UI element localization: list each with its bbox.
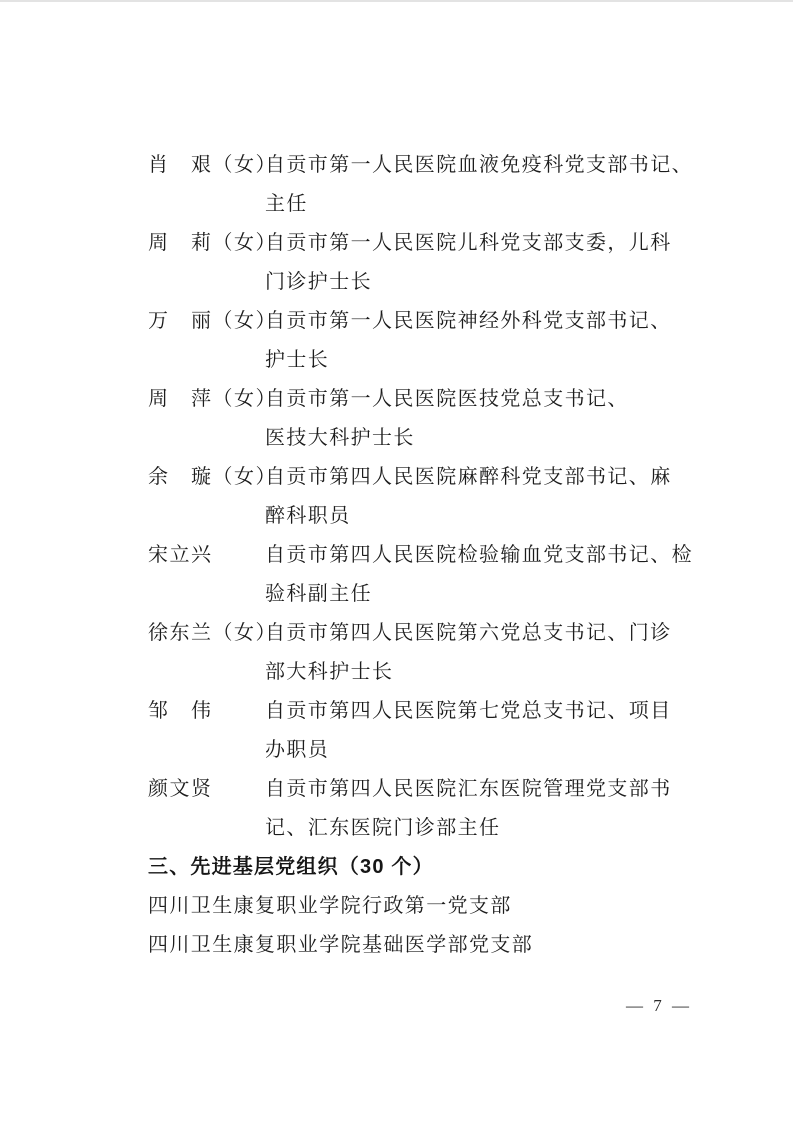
awardee-name: 宋立兴 xyxy=(148,544,213,566)
awardee-entry xyxy=(148,146,708,224)
position-line: 自贡市第一人民医院血液免疫科党支部书记、 xyxy=(265,154,693,176)
scan-edge-line xyxy=(0,0,793,2)
awardee-position xyxy=(265,302,708,380)
awardee-entry xyxy=(148,536,708,614)
org-list-item: 四川卫生康复职业学院基础医学部党支部 xyxy=(148,934,534,956)
position-line: 自贡市第四人民医院麻醉科党支部书记、麻 xyxy=(265,466,672,488)
awardee-position xyxy=(265,614,708,692)
awardee-name: 万 丽（女） xyxy=(148,310,277,332)
position-line: 自贡市第四人民医院检验输血党支部书记、检 xyxy=(265,544,693,566)
position-line: 自贡市第四人民医院汇东医院管理党支部书 xyxy=(265,778,672,800)
awardee-position xyxy=(265,380,708,458)
position-line: 自贡市第四人民医院第七党总支书记、项目 xyxy=(265,700,672,722)
document-body xyxy=(148,146,708,965)
position-line: 验科副主任 xyxy=(265,583,372,605)
awardee-entry xyxy=(148,380,708,458)
position-line: 自贡市第一人民医院医技党总支书记、 xyxy=(265,388,629,410)
awardee-name: 周 莉（女） xyxy=(148,232,277,254)
position-line: 自贡市第一人民医院儿科党支部支委，儿科 xyxy=(265,232,672,254)
awardee-entry xyxy=(148,224,708,302)
awardee-name: 肖 艰（女） xyxy=(148,154,277,176)
position-line: 门诊护士长 xyxy=(265,271,372,293)
section-heading: 三、先进基层党组织（30 个） xyxy=(148,856,434,878)
awardee-position xyxy=(265,536,708,614)
position-line: 自贡市第一人民医院神经外科党支部书记、 xyxy=(265,310,672,332)
page-number: — 7 — xyxy=(626,996,692,1015)
awardee-name: 周 萍（女） xyxy=(148,388,277,410)
awardee-position xyxy=(265,146,708,224)
awardee-position xyxy=(265,458,708,536)
position-line: 医技大科护士长 xyxy=(265,427,415,449)
awardee-position xyxy=(265,770,708,848)
position-line: 主任 xyxy=(265,193,308,215)
awardee-name: 邹 伟 xyxy=(148,700,213,722)
position-line: 记、汇东医院门诊部主任 xyxy=(265,817,501,839)
awardee-entry xyxy=(148,692,708,770)
awardee-position xyxy=(265,692,708,770)
awardee-entry xyxy=(148,614,708,692)
awardee-name: 余 璇（女） xyxy=(148,466,277,488)
awardee-entry xyxy=(148,458,708,536)
awardee-entry xyxy=(148,770,708,848)
awardee-entry xyxy=(148,302,708,380)
awardee-name: 徐东兰（女） xyxy=(148,622,277,644)
position-line: 护士长 xyxy=(265,349,330,371)
org-list-item: 四川卫生康复职业学院行政第一党支部 xyxy=(148,895,512,917)
awardee-name: 颜文贤 xyxy=(148,778,213,800)
position-line: 醉科职员 xyxy=(265,505,351,527)
awardee-position xyxy=(265,224,708,302)
position-line: 部大科护士长 xyxy=(265,661,394,683)
position-line: 自贡市第四人民医院第六党总支书记、门诊 xyxy=(265,622,672,644)
position-line: 办职员 xyxy=(265,739,330,761)
